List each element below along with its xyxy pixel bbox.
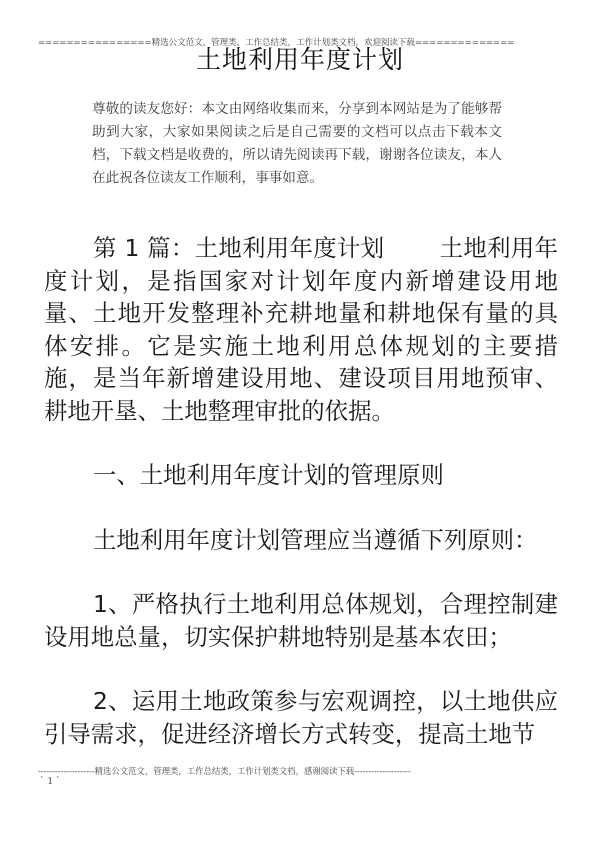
- paragraph-principles-lead: 土地利用年度计划管理应当遵循下列原则：: [93, 525, 538, 554]
- document-body: [44, 232, 558, 750]
- paragraph-principle-1: 1、严格执行土地利用总体规划，合理控制建设用地总量，切实保护耕地特别是基本农田；: [44, 590, 558, 651]
- paragraph-intro: 第 1 篇：土地利用年度计划 土地利用年度计划，是指国家对计划年度内新增建设用地量、土地开发整理补充耕地量和耕地保有量的具体安排。它是实施土地利用总体规划的主要措施，是当年新增建设用地、建设项目用地预审、耕地开垦、土地整理审批的依据。: [44, 234, 558, 425]
- document-title: 土地利用年度计划: [195, 45, 404, 74]
- header-banner: ================精选公文范文，管理类，工作总结类，工作计划类文档，欢迎阅读下载==============: [38, 38, 515, 48]
- page-number: ` 1 `: [40, 777, 61, 787]
- paragraph-principle-2: 2、运用土地政策参与宏观调控，以土地供应引导需求，促进经济增长方式转变，提高土地节: [44, 687, 558, 748]
- footer-banner: --------------------精选公文范文，管理类，工作总结类，工作计划类文档，感谢阅读下载--------------------: [38, 766, 411, 776]
- section-heading-principles: 一、土地利用年度计划的管理原则: [93, 461, 444, 489]
- reader-notice: 尊敬的读友您好：本文由网络收集而来，分享到本网站是为了能够帮助到大家，大家如果阅读之后是自己需要的文档可以点击下载本文档，下载文档是收费的，所以请先阅读再下载，谢谢各位读友，本人在此祝各位读友工作顺利，事事如意。: [92, 101, 502, 186]
